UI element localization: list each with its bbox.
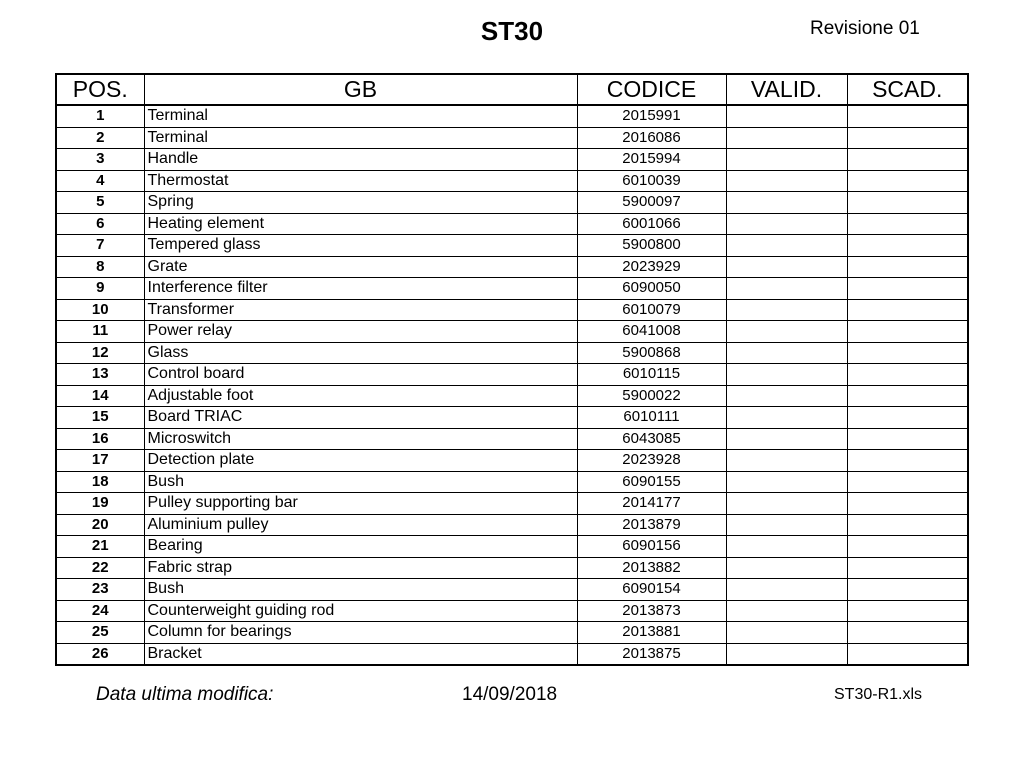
header-pos: POS.: [56, 74, 144, 105]
table-row: [56, 256, 968, 278]
cell-valid: [726, 493, 847, 515]
cell-valid: [726, 364, 847, 386]
cell-gb: Spring: [144, 192, 577, 214]
cell-pos: 18: [56, 471, 144, 493]
file-name: ST30-R1.xls: [834, 686, 923, 703]
cell-gb: Pulley supporting bar: [144, 493, 577, 515]
cell-gb: Bracket: [144, 643, 577, 665]
cell-pos: 5: [56, 192, 144, 214]
cell-gb: Handle: [144, 149, 577, 171]
cell-gb: Counterweight guiding rod: [144, 600, 577, 622]
table-row: [56, 321, 968, 343]
cell-gb: Detection plate: [144, 450, 577, 472]
cell-scad: [847, 342, 968, 364]
table-row: [56, 514, 968, 536]
cell-gb: Grate: [144, 256, 577, 278]
cell-valid: [726, 643, 847, 665]
cell-valid: [726, 557, 847, 579]
cell-codice: 2013879: [577, 514, 726, 536]
cell-valid: [726, 428, 847, 450]
cell-pos: 24: [56, 600, 144, 622]
table-row: [56, 170, 968, 192]
table-row: [56, 105, 968, 127]
cell-codice: 6090155: [577, 471, 726, 493]
header-codice: CODICE: [577, 74, 726, 105]
table-row: [56, 407, 968, 429]
table-row: [56, 364, 968, 386]
cell-gb: Bush: [144, 471, 577, 493]
cell-valid: [726, 471, 847, 493]
cell-pos: 13: [56, 364, 144, 386]
table-row: [56, 213, 968, 235]
header-valid: VALID.: [726, 74, 847, 105]
cell-gb: Aluminium pulley: [144, 514, 577, 536]
cell-scad: [847, 600, 968, 622]
table-header-row: [56, 74, 968, 105]
cell-codice: 5900022: [577, 385, 726, 407]
cell-codice: 2023929: [577, 256, 726, 278]
cell-codice: 5900800: [577, 235, 726, 257]
cell-valid: [726, 342, 847, 364]
cell-gb: Adjustable foot: [144, 385, 577, 407]
cell-scad: [847, 557, 968, 579]
table-row: [56, 622, 968, 644]
cell-scad: [847, 278, 968, 300]
table-row: [56, 385, 968, 407]
cell-valid: [726, 622, 847, 644]
cell-codice: 2013881: [577, 622, 726, 644]
cell-pos: 6: [56, 213, 144, 235]
cell-codice: 6010039: [577, 170, 726, 192]
table-row: [56, 536, 968, 558]
cell-scad: [847, 321, 968, 343]
cell-codice: 2013882: [577, 557, 726, 579]
cell-codice: 6001066: [577, 213, 726, 235]
cell-valid: [726, 299, 847, 321]
cell-codice: 6041008: [577, 321, 726, 343]
cell-pos: 20: [56, 514, 144, 536]
cell-pos: 12: [56, 342, 144, 364]
cell-gb: Interference filter: [144, 278, 577, 300]
cell-gb: Terminal: [144, 105, 577, 127]
cell-valid: [726, 127, 847, 149]
cell-codice: 6043085: [577, 428, 726, 450]
cell-pos: 22: [56, 557, 144, 579]
cell-gb: Thermostat: [144, 170, 577, 192]
cell-codice: 2016086: [577, 127, 726, 149]
table-row: [56, 450, 968, 472]
cell-scad: [847, 213, 968, 235]
table-row: [56, 493, 968, 515]
cell-scad: [847, 127, 968, 149]
table-row: [56, 127, 968, 149]
cell-gb: Glass: [144, 342, 577, 364]
cell-valid: [726, 600, 847, 622]
cell-pos: 8: [56, 256, 144, 278]
cell-scad: [847, 622, 968, 644]
cell-scad: [847, 536, 968, 558]
revision-label: Revisione 01: [810, 18, 920, 39]
cell-scad: [847, 385, 968, 407]
cell-codice: 6010079: [577, 299, 726, 321]
cell-gb: Terminal: [144, 127, 577, 149]
cell-pos: 25: [56, 622, 144, 644]
cell-pos: 7: [56, 235, 144, 257]
cell-codice: 5900097: [577, 192, 726, 214]
cell-scad: [847, 450, 968, 472]
table-row: [56, 235, 968, 257]
cell-pos: 10: [56, 299, 144, 321]
table-row: [56, 428, 968, 450]
cell-pos: 2: [56, 127, 144, 149]
cell-codice: 2023928: [577, 450, 726, 472]
header-scad: SCAD.: [847, 74, 968, 105]
cell-valid: [726, 105, 847, 127]
cell-codice: 2014177: [577, 493, 726, 515]
table-row: [56, 299, 968, 321]
cell-codice: 5900868: [577, 342, 726, 364]
cell-valid: [726, 256, 847, 278]
table-row: [56, 557, 968, 579]
cell-pos: 9: [56, 278, 144, 300]
document-title: ST30: [480, 16, 544, 46]
cell-gb: Power relay: [144, 321, 577, 343]
cell-valid: [726, 407, 847, 429]
cell-pos: 23: [56, 579, 144, 601]
cell-valid: [726, 514, 847, 536]
cell-gb: Transformer: [144, 299, 577, 321]
cell-valid: [726, 579, 847, 601]
table-row: [56, 149, 968, 171]
cell-scad: [847, 364, 968, 386]
table-row: [56, 192, 968, 214]
cell-gb: Tempered glass: [144, 235, 577, 257]
cell-scad: [847, 299, 968, 321]
cell-codice: 6090156: [577, 536, 726, 558]
cell-valid: [726, 192, 847, 214]
table-row: [56, 278, 968, 300]
last-modified-label: Data ultima modifica:: [96, 684, 274, 705]
cell-valid: [726, 385, 847, 407]
cell-pos: 14: [56, 385, 144, 407]
cell-pos: 26: [56, 643, 144, 665]
cell-scad: [847, 149, 968, 171]
cell-valid: [726, 170, 847, 192]
cell-valid: [726, 278, 847, 300]
cell-valid: [726, 450, 847, 472]
cell-pos: 4: [56, 170, 144, 192]
cell-codice: 2015991: [577, 105, 726, 127]
table-row: [56, 579, 968, 601]
table-row: [56, 471, 968, 493]
cell-scad: [847, 256, 968, 278]
last-modified-date: 14/09/2018: [462, 684, 558, 705]
table-row: [56, 600, 968, 622]
cell-pos: 16: [56, 428, 144, 450]
cell-gb: Microswitch: [144, 428, 577, 450]
cell-scad: [847, 235, 968, 257]
cell-valid: [726, 321, 847, 343]
cell-scad: [847, 514, 968, 536]
cell-pos: 19: [56, 493, 144, 515]
cell-codice: 6010115: [577, 364, 726, 386]
table-body: [56, 105, 968, 665]
table-row: [56, 342, 968, 364]
parts-table: [55, 73, 969, 666]
cell-gb: Bush: [144, 579, 577, 601]
cell-pos: 15: [56, 407, 144, 429]
cell-valid: [726, 235, 847, 257]
cell-scad: [847, 428, 968, 450]
cell-codice: 6090050: [577, 278, 726, 300]
cell-scad: [847, 170, 968, 192]
cell-valid: [726, 149, 847, 171]
cell-scad: [847, 579, 968, 601]
cell-pos: 21: [56, 536, 144, 558]
cell-gb: Column for bearings: [144, 622, 577, 644]
cell-scad: [847, 471, 968, 493]
cell-pos: 1: [56, 105, 144, 127]
cell-scad: [847, 643, 968, 665]
header-gb: GB: [144, 74, 577, 105]
cell-gb: Heating element: [144, 213, 577, 235]
cell-scad: [847, 407, 968, 429]
cell-pos: 17: [56, 450, 144, 472]
cell-codice: 2015994: [577, 149, 726, 171]
cell-valid: [726, 213, 847, 235]
table-row: [56, 643, 968, 665]
cell-scad: [847, 192, 968, 214]
cell-scad: [847, 493, 968, 515]
cell-valid: [726, 536, 847, 558]
cell-scad: [847, 105, 968, 127]
cell-codice: 2013873: [577, 600, 726, 622]
cell-gb: Control board: [144, 364, 577, 386]
cell-codice: 6010111: [577, 407, 726, 429]
cell-codice: 2013875: [577, 643, 726, 665]
cell-gb: Fabric strap: [144, 557, 577, 579]
cell-gb: Board TRIAC: [144, 407, 577, 429]
cell-pos: 3: [56, 149, 144, 171]
cell-pos: 11: [56, 321, 144, 343]
cell-gb: Bearing: [144, 536, 577, 558]
cell-codice: 6090154: [577, 579, 726, 601]
